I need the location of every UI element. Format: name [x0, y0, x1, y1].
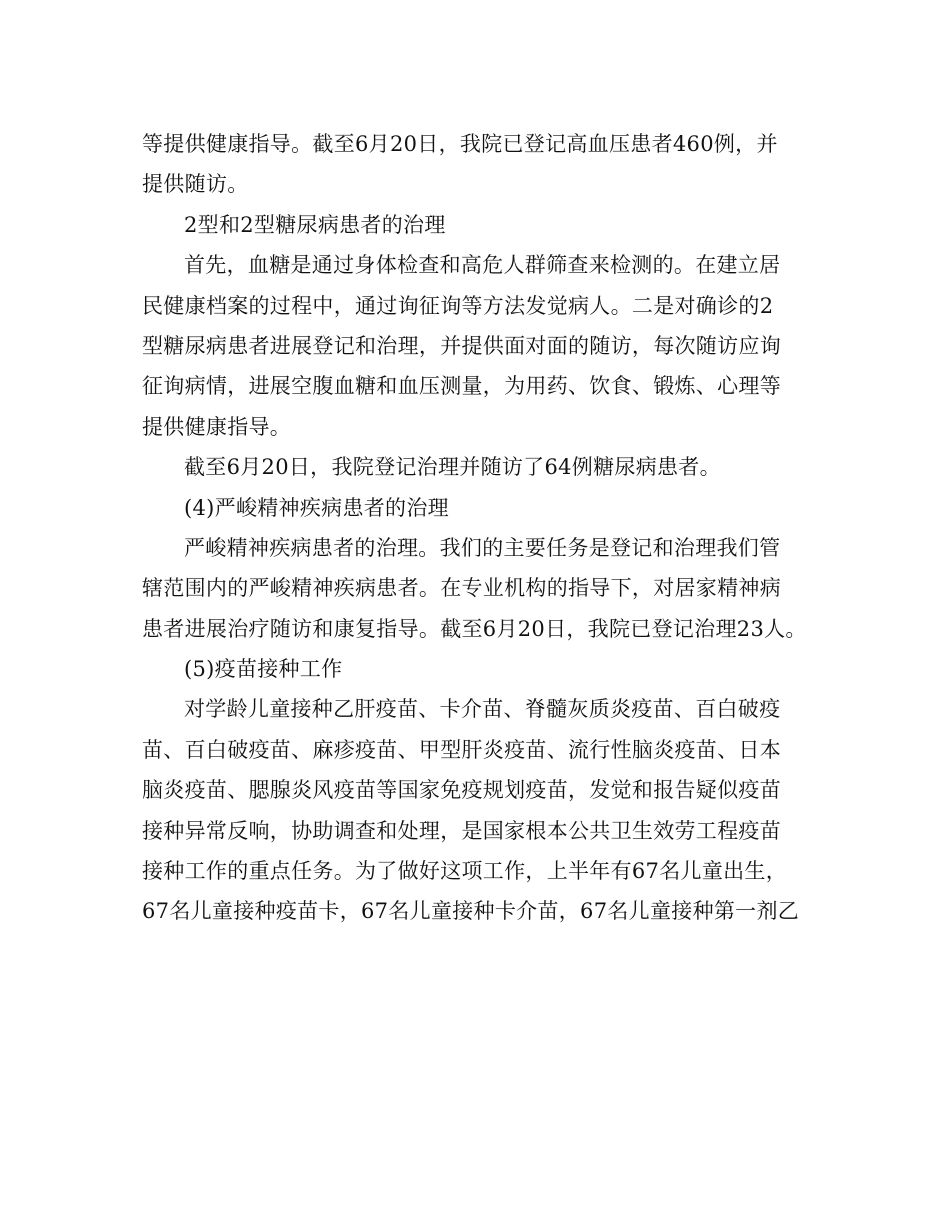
text-line: 提供健康指导。 — [142, 414, 292, 439]
text-line: 严峻精神疾病患者的治理。我们的主要任务是登记和治理我们管 — [184, 535, 781, 560]
text-line: 型糖尿病患者进展登记和治理，并提供面对面的随访，每次随访应询 — [142, 333, 781, 358]
text-line: 脑炎疫苗、腮腺炎风疫苗等国家免疫规划疫苗，发觉和报告疑似疫苗 — [142, 778, 781, 803]
text-line: 67名儿童接种疫苗卡，67名儿童接种卡介苗，67名儿童接种第一剂乙 — [142, 899, 800, 924]
text-line: 征询病情，进展空腹血糖和血压测量，为用药、饮食、锻炼、心理等 — [142, 374, 781, 399]
document-body — [142, 124, 812, 932]
text-line: 接种工作的重点任务。为了做好这项工作，上半年有67名儿童出生， — [142, 859, 788, 884]
text-line: 首先，血糖是通过身体检查和高危人群筛查来检测的。在建立居 — [184, 253, 781, 278]
section-heading-diabetes: 2型和2型糖尿病患者的治理 — [184, 212, 446, 237]
text-line: 辖范围内的严峻精神疾病患者。在专业机构的指导下，对居家精神病 — [142, 576, 781, 601]
text-line: 截至6月20日，我院登记治理并随访了64例糖尿病患者。 — [184, 455, 721, 480]
text-line: 等提供健康指导。截至6月20日，我院已登记高血压患者460例，并 — [142, 132, 778, 156]
text-line: 接种异常反响，协助调查和处理，是国家根本公共卫生效劳工程疫苗 — [142, 818, 781, 843]
text-line: 提供随访。 — [142, 172, 249, 197]
text-line: 民健康档案的过程中，通过询征询等方法发觉病人。二是对确诊的2 — [142, 293, 774, 318]
text-line: 患者进展治疗随访和康复指导。截至6月20日，我院已登记治理23人。 — [142, 616, 807, 641]
section-heading-mental-illness: (4)严峻精神疾病患者的治理 — [184, 495, 449, 520]
text-line: 苗、百白破疫苗、麻疹疫苗、甲型肝炎疫苗、流行性脑炎疫苗、日本 — [142, 737, 781, 762]
text-line: 对学龄儿童接种乙肝疫苗、卡介苗、脊髓灰质炎疫苗、百白破疫 — [184, 697, 781, 722]
section-heading-vaccination: (5)疫苗接种工作 — [184, 657, 343, 682]
